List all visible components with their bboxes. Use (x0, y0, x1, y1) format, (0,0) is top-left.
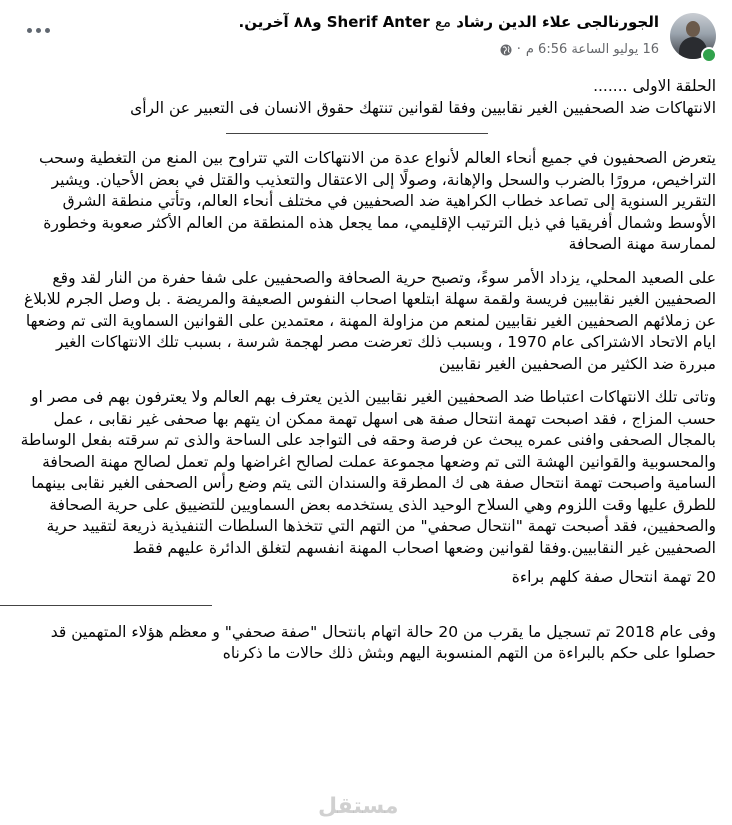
paragraph-2: على الصعيد المحلي، يزداد الأمر سوءً، وتصبح حرية الصحافة والصحفيين على شفا حفرة من النار لقد وقع الصحفيين الغير نقابيين فريسة ولقمة سهلة ابتلعها اصحاب النفوس الصعيفة والمريضة . بل وصل الجرم للابلاغ عن زملائهم الصحفيين الغير نقابيين لمنعم من مزاولة المهنة ، معتمدين على القوانين السماوية التى تم وضعها ايام الاتحاد الاشتراكى عام 1970 ، وبسبب ذلك تعرضت مصر لهجمة شرسة ، بسبب تلك الانتهاكات الغير مبررة ضد الكثير من الصحفيين الغير نقابيين (24, 268, 716, 373)
meta-separator: · (516, 42, 521, 57)
post-subtitle: الانتهاكات ضد الصحفيين الغير نقابيين وفقا لقوانين تنتهك حقوق الانسان فى التعبير عن الرأى (130, 98, 716, 117)
post-content (16, 76, 716, 665)
paragraph-1: يتعرض الصحفيون في جميع أنحاء العالم لأنواع عدة من الانتهاكات التي تتراوح بين المنع من التغطية وسحب التراخيص، مرورًا بالضرب والسحل والإهانة، وصولًا إلى الاعتقال والتعذيب والقتل في بعض الأحيان. ويشير التقرير السنوية إلى تصاعد خطاب الكراهية ضد الصحفيين في مختلف أنحاء العالم، وتأتي منطقة الشرق الأوسط وشمال أفريقيا في ذيل الترتيب الإقليمي، مما يجعل هذه المنطقة من العالم الأكثر صعوبة وخطورة لممارسة مهنة الصحافة (38, 149, 716, 253)
post-meta (500, 42, 659, 57)
more-dot (36, 28, 41, 33)
avatar-head (686, 21, 700, 37)
post-timestamp[interactable]: 16 يوليو الساعة 6:56 م (525, 42, 659, 57)
watermark-logo: مستقل (318, 794, 399, 819)
post-author-line (239, 13, 659, 31)
spacer (16, 375, 716, 387)
paragraph-4: 20 تهمة انتحال صفة كلهم براءة (511, 568, 716, 586)
globe-icon (500, 44, 512, 56)
paragraph-5: وفى عام 2018 تم تسجيل ما يقرب من 20 حالة اتهام بانتحال "صفة صحفي" و معظم هؤلاء المتهمين قد حصلوا على حكم بالبراءة من التهم المنسوبة اليهم وبثش ذلك حالات ما ذكرناه (50, 622, 716, 662)
author-name[interactable]: الجورنالجى علاء الدين رشاد (456, 13, 659, 31)
paragraph-3: وتاتى تلك الانتهاكات اعتباطا ضد الصحفيين الغير نقابيين الذين يعترف بهم العالم ولا يعترفون بهم فى مصر او حسب المزاج ، فقد اصبحت تهمة انتحال صفة هى اسهل تهمة ممكن ان يتهم بها صحفى غير نقابى ، عمل بالمجال الصحفى وافنى عمره يبحث عن فرصة وحقه فى التواجد على الساحة والذى تم سرقته بفعل الوساطة والمحسوبية والقوانين الهشة التى تم وضعها مجموعة عملت لصالح اغراضها ولم تعمل لصالح مهنة الصحافة السامية واصبحت تهمة انتحال صفة هى ك المطرقة والسندان التى يتم وضع رأس الصحفى الغير نقابى بينهما للطرق عليها وقت اللزوم وهي السلاح الوحيد الذى يستخدمه بعض السماويين للتضييق على حرية الصحافة والصحفيين، فقد أصبحت تهمة "انتحال صحفي" من التهم التي تتخذها السلطات التنفيذية ذريعة لتقييد حرية الصحفيين غير النقابيين.وفقا لقوانين وضعها اصحاب المهنة انفسهم لتغلق الدائرة عليهم فقط (20, 388, 716, 557)
spacer (16, 256, 716, 268)
divider-line (0, 605, 212, 606)
tagged-others[interactable]: و٨٨ آخرين. (238, 13, 322, 31)
post-title: الحلقة الاولى ....... (593, 77, 716, 95)
online-status-dot (701, 47, 717, 63)
more-dot (27, 28, 32, 33)
more-dot (45, 28, 50, 33)
divider-line (226, 133, 488, 134)
more-options-button[interactable] (20, 18, 56, 42)
with-word: مع (434, 13, 451, 31)
tagged-name[interactable]: Sherif Anter (326, 13, 430, 31)
spacer (16, 559, 716, 567)
